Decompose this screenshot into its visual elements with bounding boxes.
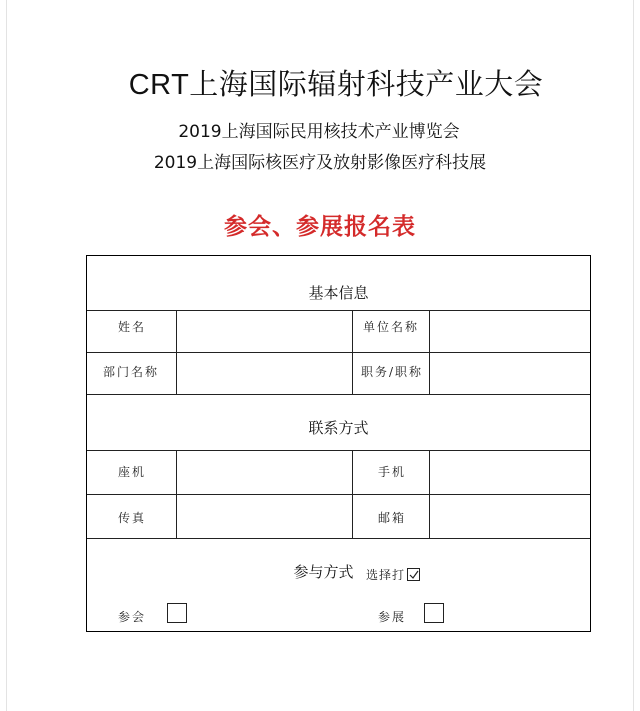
col-divider bbox=[352, 450, 353, 538]
select-hint bbox=[366, 566, 420, 583]
section-contact: 联系方式 bbox=[308, 419, 369, 437]
attend-checkbox[interactable] bbox=[167, 603, 187, 623]
main-title: CRT上海国际辐射科技产业大会 bbox=[128, 69, 544, 101]
name-label: 姓名 bbox=[118, 320, 147, 334]
email-field[interactable] bbox=[430, 495, 590, 538]
email-label: 邮箱 bbox=[378, 511, 407, 525]
mobile-label: 手机 bbox=[378, 465, 407, 479]
unit-label: 单位名称 bbox=[363, 320, 420, 334]
page-edge bbox=[633, 0, 634, 711]
subtitle-medical: 2019上海国际核医疗及放射影像医疗科技展 bbox=[153, 153, 487, 173]
fax-field[interactable] bbox=[177, 495, 352, 538]
exhibit-checkbox[interactable] bbox=[424, 603, 444, 623]
checkmark-icon bbox=[407, 568, 420, 581]
section-participation: 参与方式 bbox=[293, 563, 354, 581]
section-basic-info: 基本信息 bbox=[308, 284, 369, 302]
landline-field[interactable] bbox=[177, 451, 352, 494]
col-divider bbox=[352, 310, 353, 394]
registration-form bbox=[86, 255, 591, 632]
exhibit-label: 参展 bbox=[378, 610, 407, 624]
row-divider bbox=[87, 394, 590, 395]
position-field[interactable] bbox=[430, 353, 590, 394]
dept-label: 部门名称 bbox=[103, 365, 160, 379]
dept-field[interactable] bbox=[177, 353, 352, 394]
row-divider bbox=[87, 538, 590, 539]
mobile-field[interactable] bbox=[430, 451, 590, 494]
landline-label: 座机 bbox=[118, 465, 147, 479]
page-edge bbox=[6, 0, 7, 711]
fax-label: 传真 bbox=[118, 511, 147, 525]
unit-field[interactable] bbox=[430, 311, 590, 352]
select-hint-text: 选择打 bbox=[366, 568, 406, 582]
subtitle-expo: 2019上海国际民用核技术产业博览会 bbox=[178, 122, 460, 142]
position-label: 职务/职称 bbox=[361, 365, 424, 379]
form-title: 参会、参展报名表 bbox=[224, 214, 416, 240]
attend-label: 参会 bbox=[118, 610, 147, 624]
name-field[interactable] bbox=[177, 311, 352, 352]
